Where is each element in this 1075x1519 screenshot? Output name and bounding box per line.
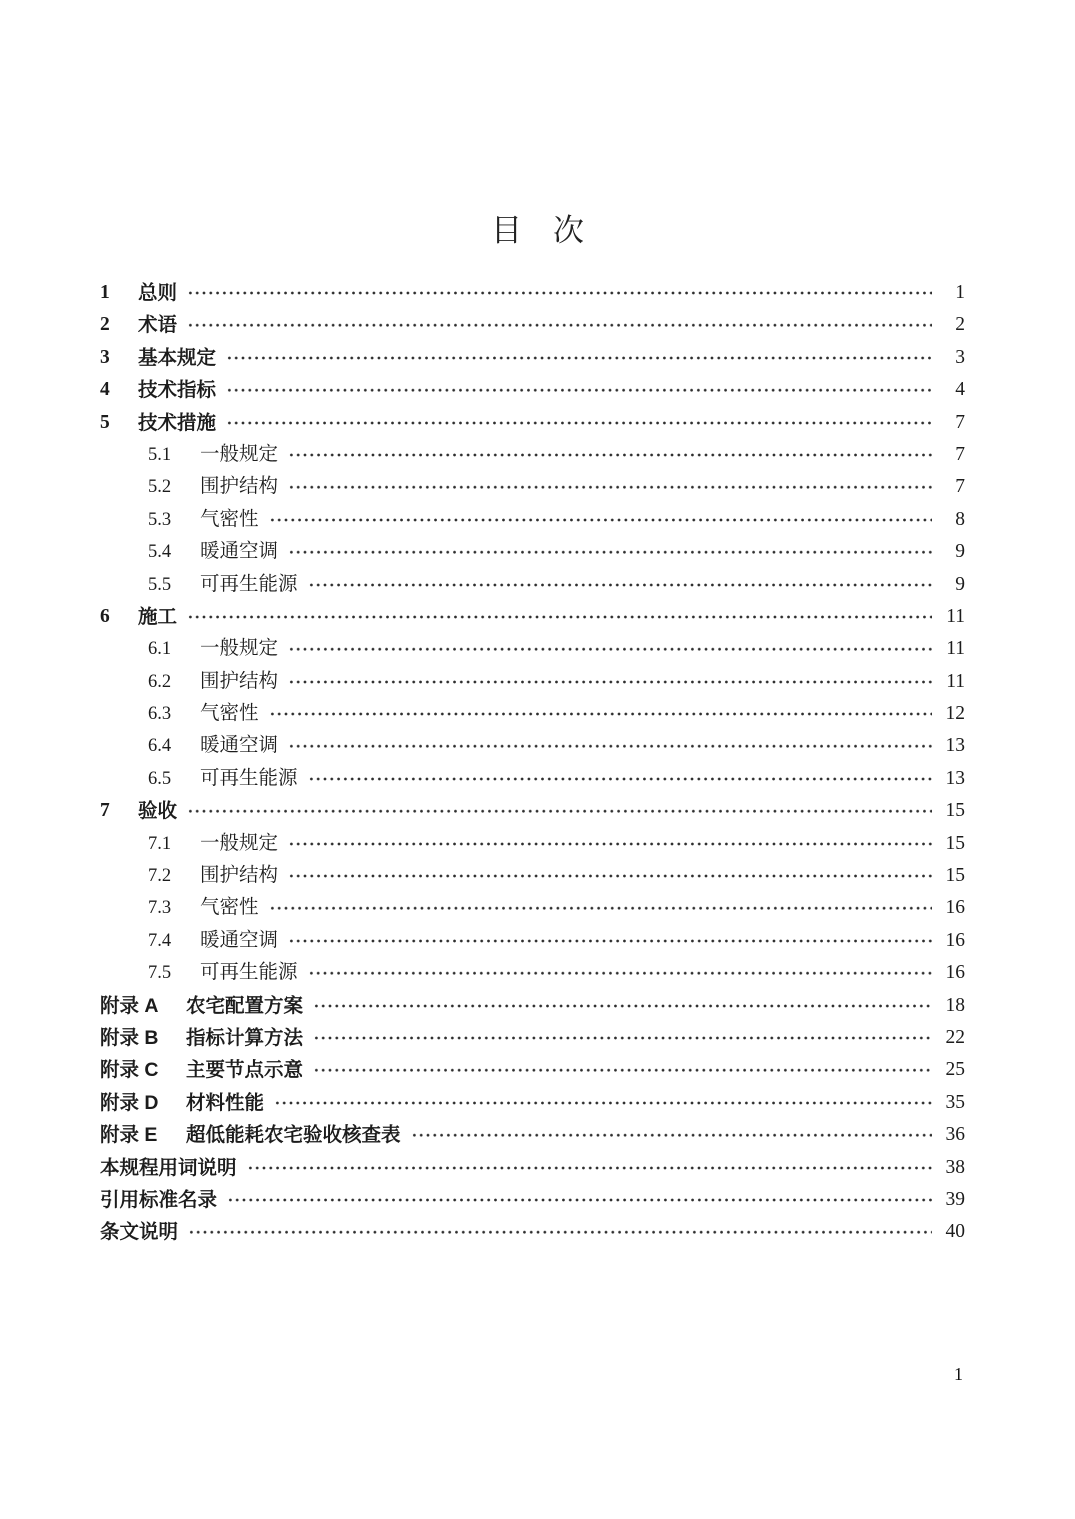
toc-entry-label: 暖通空调 — [200, 735, 279, 757]
toc-entry-number: 5.5 — [148, 574, 172, 595]
dot-leader — [273, 1087, 932, 1119]
toc-entry-page: 36 — [945, 1124, 965, 1146]
toc-entry-page: 22 — [945, 1026, 965, 1048]
dot-leader — [225, 407, 932, 439]
toc-entry-number: 5.1 — [148, 444, 172, 465]
toc-entry — [100, 374, 965, 406]
toc-entry-page: 11 — [946, 670, 965, 692]
toc-entry — [100, 730, 965, 762]
toc-entry-number: 6.5 — [148, 768, 172, 789]
toc-entry-label: 围护结构 — [200, 670, 279, 692]
toc-entry — [100, 601, 965, 633]
toc-entry-page: 7 — [955, 443, 965, 465]
toc-entry — [100, 1022, 965, 1054]
toc-entry-label: 本规程用词说明 — [100, 1156, 237, 1179]
toc-entry-page: 11 — [946, 605, 965, 627]
toc-entry-label: 农宅配置方案 — [186, 994, 304, 1017]
toc-entry — [100, 666, 965, 698]
toc-entry-number: 7.4 — [148, 930, 172, 951]
toc-entry-number: 4 — [100, 379, 110, 401]
toc-entry-page: 4 — [955, 379, 965, 401]
toc-entry-number: 7.1 — [148, 833, 172, 854]
dot-leader — [312, 990, 932, 1022]
toc-entry-label: 可再生能源 — [200, 767, 298, 789]
toc-entry-label: 暖通空调 — [200, 929, 279, 951]
toc-entry-page: 7 — [955, 411, 965, 433]
toc-entry-label: 条文说明 — [100, 1221, 179, 1244]
toc-entry — [100, 504, 965, 536]
toc-entry-page: 8 — [955, 508, 965, 530]
toc-entry-label: 材料性能 — [186, 1091, 265, 1114]
dot-leader — [186, 277, 932, 309]
dot-leader — [287, 666, 932, 698]
toc-entry-number: 7.5 — [148, 963, 172, 984]
toc-entry-label: 可再生能源 — [200, 962, 298, 984]
toc-entry-number: 7.3 — [148, 898, 172, 919]
toc-entry-number: 6.1 — [148, 639, 172, 660]
dot-leader — [287, 925, 932, 957]
dot-leader — [287, 730, 932, 762]
toc-entry — [100, 569, 965, 601]
dot-leader — [186, 795, 932, 827]
toc-entry-page: 15 — [945, 832, 965, 854]
toc-entry — [100, 892, 965, 924]
toc-entry-page: 1 — [955, 282, 965, 303]
toc-entry — [100, 957, 965, 989]
dot-leader — [307, 957, 932, 989]
dot-leader — [287, 471, 932, 503]
toc-entry-label: 气密性 — [200, 703, 259, 725]
toc-entry-number: 6.3 — [148, 704, 172, 725]
toc-entry-number: 6.4 — [148, 736, 172, 757]
toc-entry-page: 16 — [945, 897, 965, 919]
toc-entry-label: 技术指标 — [138, 379, 217, 402]
toc-entry-label: 一般规定 — [200, 832, 279, 854]
toc-entry-number: 7 — [100, 800, 110, 822]
toc-entry — [100, 990, 965, 1022]
dot-leader — [287, 536, 932, 568]
toc-entry-page: 16 — [945, 929, 965, 951]
toc-entry-number: 附录 C — [100, 1059, 159, 1082]
toc-entry-page: 16 — [945, 962, 965, 984]
toc-entry-page: 9 — [955, 573, 965, 595]
toc-entry-page: 12 — [945, 703, 965, 725]
toc-entry-label: 围护结构 — [200, 865, 279, 887]
dot-leader — [268, 504, 932, 536]
toc-entry-number: 附录 D — [100, 1091, 159, 1114]
toc-entry-page: 38 — [945, 1156, 965, 1178]
toc-entry — [100, 1152, 965, 1184]
toc-entry-number: 2 — [100, 314, 110, 336]
toc-entry — [100, 698, 965, 730]
toc-entry-page: 13 — [945, 767, 965, 789]
toc-entry-number: 6 — [100, 605, 110, 627]
toc-entry-label: 可再生能源 — [200, 573, 298, 595]
toc-entry-number: 5.4 — [148, 542, 172, 563]
toc-entry-page: 7 — [955, 476, 965, 498]
toc-entry — [100, 1054, 965, 1086]
toc-entry — [100, 1184, 965, 1216]
dot-leader — [268, 698, 932, 730]
page-title: 目 次 — [491, 213, 584, 248]
toc-entry — [100, 1119, 965, 1151]
dot-leader — [187, 1216, 932, 1248]
toc-entry-page: 2 — [955, 314, 965, 336]
dot-leader — [307, 569, 932, 601]
dot-leader — [410, 1119, 932, 1151]
toc-entry-page: 13 — [945, 735, 965, 757]
dot-leader — [287, 633, 932, 665]
toc-entry — [100, 763, 965, 795]
toc-entry — [100, 1216, 965, 1248]
toc-entry-label: 主要节点示意 — [186, 1059, 304, 1082]
footer-page-number: 1 — [954, 1364, 963, 1384]
toc-entry-number: 1 — [100, 282, 110, 303]
toc-entry-page: 15 — [945, 800, 965, 822]
toc-entry — [100, 925, 965, 957]
dot-leader — [312, 1022, 932, 1054]
toc-entry-label: 气密性 — [200, 897, 259, 919]
toc-entry-number: 7.2 — [148, 866, 172, 887]
dot-leader — [186, 309, 932, 341]
toc-entry-page: 39 — [945, 1188, 965, 1210]
toc-entry-number: 3 — [100, 346, 110, 368]
toc-entry — [100, 828, 965, 860]
toc-entry-label: 基本规定 — [138, 346, 217, 369]
toc-entry-page: 9 — [955, 541, 965, 563]
dot-leader — [225, 374, 932, 406]
toc-entry-label: 指标计算方法 — [186, 1026, 304, 1049]
toc-entry — [100, 309, 965, 341]
toc-entry-label: 围护结构 — [200, 476, 279, 498]
toc-entry-page: 35 — [945, 1091, 965, 1113]
toc-entry-page: 3 — [955, 346, 965, 368]
toc-entry-label: 一般规定 — [200, 638, 279, 660]
toc-entry-label: 一般规定 — [200, 443, 279, 465]
dot-leader — [225, 342, 932, 374]
dot-leader — [287, 828, 932, 860]
toc-entry-number: 5 — [100, 411, 110, 433]
toc-entry-label: 总则 — [138, 282, 178, 304]
toc-entry-number: 5.3 — [148, 509, 172, 530]
toc-entry — [100, 1087, 965, 1119]
dot-leader — [226, 1184, 932, 1216]
toc-entry — [100, 439, 965, 471]
toc-entry-label: 气密性 — [200, 508, 259, 530]
toc-entry-label: 验收 — [138, 800, 178, 823]
toc-entry-page: 18 — [945, 994, 965, 1016]
toc-entry — [100, 536, 965, 568]
toc-entry-page: 40 — [945, 1221, 965, 1243]
toc-entry — [100, 407, 965, 439]
toc-entry — [100, 342, 965, 374]
toc-entry — [100, 795, 965, 827]
dot-leader — [287, 860, 932, 892]
dot-leader — [246, 1152, 932, 1184]
toc-entry — [100, 277, 965, 309]
toc-entry-label: 术语 — [138, 314, 178, 337]
toc-entry-page: 11 — [946, 638, 965, 660]
toc-entry-number: 附录 E — [100, 1124, 158, 1147]
toc-entry-label: 引用标准名录 — [100, 1188, 218, 1211]
toc-entry-page: 25 — [945, 1059, 965, 1081]
toc-entry — [100, 471, 965, 503]
toc-entry-number: 附录 A — [100, 994, 159, 1017]
toc-entry — [100, 633, 965, 665]
dot-leader — [186, 601, 932, 633]
dot-leader — [287, 439, 932, 471]
toc-entry-label: 超低能耗农宅验收核查表 — [186, 1124, 401, 1147]
toc-entry-number: 附录 B — [100, 1026, 159, 1049]
toc-entry-number: 6.2 — [148, 671, 172, 692]
toc-entry-number: 5.2 — [148, 477, 172, 498]
dot-leader — [312, 1054, 932, 1086]
toc-entry-label: 暖通空调 — [200, 541, 279, 563]
toc-entry-label: 施工 — [138, 605, 178, 628]
dot-leader — [268, 892, 932, 924]
dot-leader — [307, 763, 932, 795]
toc-entry-label: 技术措施 — [138, 411, 217, 434]
toc-entry — [100, 860, 965, 892]
toc-list — [100, 277, 965, 1249]
toc-entry-page: 15 — [945, 865, 965, 887]
